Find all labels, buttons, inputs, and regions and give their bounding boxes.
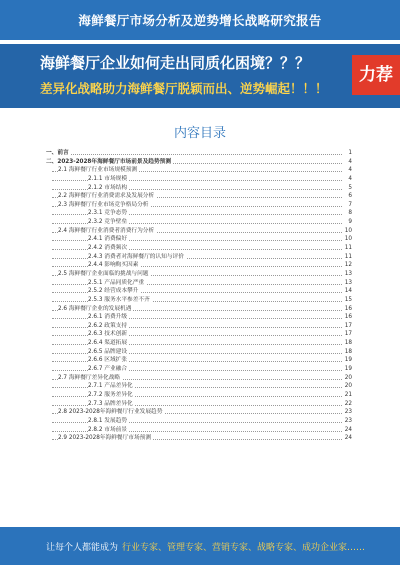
toc-entry-page: 12 [344, 262, 352, 269]
toc-entry-label: 2.2 海鲜餐厅行业消费需求及发展分析 [58, 193, 155, 200]
toc-entry-label: 2.3 海鲜餐厅行业市场竞争格局分析 [58, 201, 149, 208]
toc-entry-label: 2.6.5 品牌建设 [88, 348, 128, 355]
toc-entry[interactable] [46, 235, 352, 244]
report-title: 海鲜餐厅市场分析及逆势增长战略研究报告 [78, 13, 322, 28]
toc-entry-page: 4 [348, 167, 352, 174]
toc-entry-label: 2.5.1 产品同质化严重 [88, 279, 145, 286]
toc-entry[interactable] [46, 322, 352, 331]
toc-entry[interactable] [46, 339, 352, 348]
toc-entry-page: 1 [348, 150, 352, 156]
toc-entry[interactable] [46, 296, 352, 305]
toc-entry-page: 19 [344, 357, 352, 364]
toc-entry[interactable] [46, 365, 352, 374]
toc-entry-label: 2.7.1 产品差异化 [88, 383, 133, 390]
promo-banner [0, 44, 400, 108]
toc-entry[interactable] [46, 244, 352, 253]
toc-entry[interactable] [46, 426, 352, 435]
toc-entry-page: 4 [348, 158, 352, 165]
toc-entry-label: 2.4.4 影响购买因素 [88, 262, 139, 269]
toc-entry-page: 19 [344, 366, 352, 373]
toc-entry-label: 2.6 海鲜餐厅企业的发展机遇 [58, 305, 132, 312]
toc-entry[interactable] [46, 175, 352, 184]
toc-entry-label: 2.6.3 技术创新 [88, 331, 128, 338]
toc-entry-label: 2.3.1 竞争态势 [88, 210, 128, 217]
toc-entry-page: 5 [348, 184, 352, 191]
toc-entry-page: 7 [348, 201, 352, 208]
toc-entry-label: 2.1 海鲜餐厅行业市场规模预测 [58, 167, 138, 174]
toc-entry[interactable] [46, 391, 352, 400]
toc-entry-label: 2.4.3 消费者对海鲜餐厅的认知与评价 [88, 253, 184, 260]
toc-entry-page: 24 [344, 435, 352, 442]
toc-entry-page: 16 [344, 314, 352, 321]
toc-entry-page: 4 [348, 175, 352, 182]
toc-entry[interactable] [46, 166, 352, 175]
toc-entry-label: 2.5.3 服务水平参差不齐 [88, 296, 150, 303]
toc-entry-page: 13 [344, 270, 352, 277]
toc-entry[interactable] [46, 287, 352, 296]
toc-entry[interactable] [46, 149, 352, 158]
toc-entry-label: 2.1.1 市场规模 [88, 175, 128, 182]
toc-entry-page: 10 [344, 227, 352, 234]
toc-entry[interactable] [46, 261, 352, 270]
toc-entry-label: 2.4 海鲜餐厅行业消费者消费行为分析 [58, 227, 155, 234]
toc-entry[interactable] [46, 408, 352, 417]
toc-entry[interactable] [46, 400, 352, 409]
header-bar [0, 0, 400, 40]
toc-entry[interactable] [46, 218, 352, 227]
toc-entry[interactable] [46, 356, 352, 365]
toc-entry-page: 6 [348, 193, 352, 200]
toc-entry-label: 2.8 2023-2028年海鲜餐厅行业发展趋势 [58, 409, 163, 416]
toc-entry-label: 2.8.2 市场前景 [88, 426, 128, 433]
recommend-badge: 力荐 [352, 55, 400, 95]
toc-entry[interactable] [46, 270, 352, 279]
table-of-contents [46, 149, 352, 443]
toc-entry-label: 2.9 2023-2028年海鲜餐厅市场预测 [58, 435, 152, 442]
toc-title: 内容目录 [173, 126, 226, 141]
toc-entry-page: 11 [344, 245, 352, 252]
toc-entry-page: 20 [344, 383, 352, 390]
toc-entry[interactable] [46, 330, 352, 339]
toc-entry[interactable] [46, 382, 352, 391]
toc-entry-label: 2.6.6 区域扩张 [88, 357, 128, 364]
toc-entry-page: 24 [344, 426, 352, 433]
toc-entry[interactable] [46, 184, 352, 193]
toc-entry-page: 16 [344, 305, 352, 312]
toc-entry-page: 17 [344, 322, 352, 329]
toc-entry-page: 15 [344, 296, 352, 303]
footer-lead: 让每个人都能成为 [46, 543, 119, 553]
toc-entry-page: 22 [344, 400, 352, 407]
toc-entry-page: 18 [344, 348, 352, 355]
toc-entry-label: 2.6.1 消费升级 [88, 314, 128, 321]
toc-entry-label: 2.5 海鲜餐厅企业面临的挑战与问题 [58, 270, 149, 277]
toc-entry-label: 2.6.4 渠道拓展 [88, 340, 128, 347]
promo-subline: 差异化战略助力海鲜餐厅脱颖而出、逆势崛起！！！ [40, 81, 328, 96]
toc-entry-label: 2.7 海鲜餐厅差异化战略 [58, 374, 121, 381]
toc-entry-label: 2.7.3 品牌差异化 [88, 400, 133, 407]
toc-entry-page: 23 [344, 417, 352, 424]
toc-entry-label: 2.1.2 市场结构 [88, 184, 128, 191]
toc-entry[interactable] [46, 227, 352, 236]
toc-entry-page: 9 [348, 219, 352, 226]
toc-entry-label: 一、前言 [46, 150, 69, 156]
toc-entry[interactable] [46, 305, 352, 314]
toc-entry-label: 2.6.2 政策支持 [88, 322, 128, 329]
footer-bar [0, 527, 400, 565]
toc-entry-label: 2.7.2 服务差异化 [88, 391, 133, 398]
toc-entry-label: 2.6.7 产业融合 [88, 366, 128, 373]
toc-entry-label: 2.5.2 经营成本攀升 [88, 288, 139, 295]
toc-entry[interactable] [46, 253, 352, 262]
toc-entry[interactable] [46, 201, 352, 210]
toc-entry-label: 二、2023-2028年海鲜餐厅市场前景及趋势预测 [46, 158, 172, 165]
toc-entry[interactable] [46, 192, 352, 201]
toc-entry-label: 2.8.1 发展趋势 [88, 417, 128, 424]
toc-entry[interactable] [46, 313, 352, 322]
toc-entry-label: 2.4.2 消费频次 [88, 245, 128, 252]
toc-entry-page: 10 [344, 236, 352, 243]
toc-entry-page: 17 [344, 331, 352, 338]
toc-entry-page: 8 [348, 210, 352, 217]
toc-entry-page: 20 [344, 374, 352, 381]
toc-entry-page: 13 [344, 279, 352, 286]
toc-entry-page: 21 [344, 391, 352, 398]
toc-entry-page: 18 [344, 340, 352, 347]
toc-entry[interactable] [46, 374, 352, 383]
toc-entry-page: 23 [344, 409, 352, 416]
toc-entry[interactable] [46, 209, 352, 218]
toc-entry[interactable] [46, 158, 352, 167]
toc-entry[interactable] [46, 434, 352, 443]
toc-entry[interactable] [46, 279, 352, 288]
toc-leader-dots [52, 154, 342, 155]
toc-entry-page: 14 [344, 288, 352, 295]
toc-entry[interactable] [46, 348, 352, 357]
toc-entry-label: 2.4.1 消费偏好 [88, 236, 128, 243]
footer-roles: 行业专家、管理专家、营销专家、战略专家、成功企业家…… [122, 543, 366, 553]
toc-entry[interactable] [46, 417, 352, 426]
toc-entry-page: 11 [344, 253, 352, 260]
promo-headline: 海鲜餐厅企业如何走出同质化困境？？？ [40, 54, 311, 72]
toc-entry-label: 2.3.2 竞争壁垒 [88, 219, 128, 226]
